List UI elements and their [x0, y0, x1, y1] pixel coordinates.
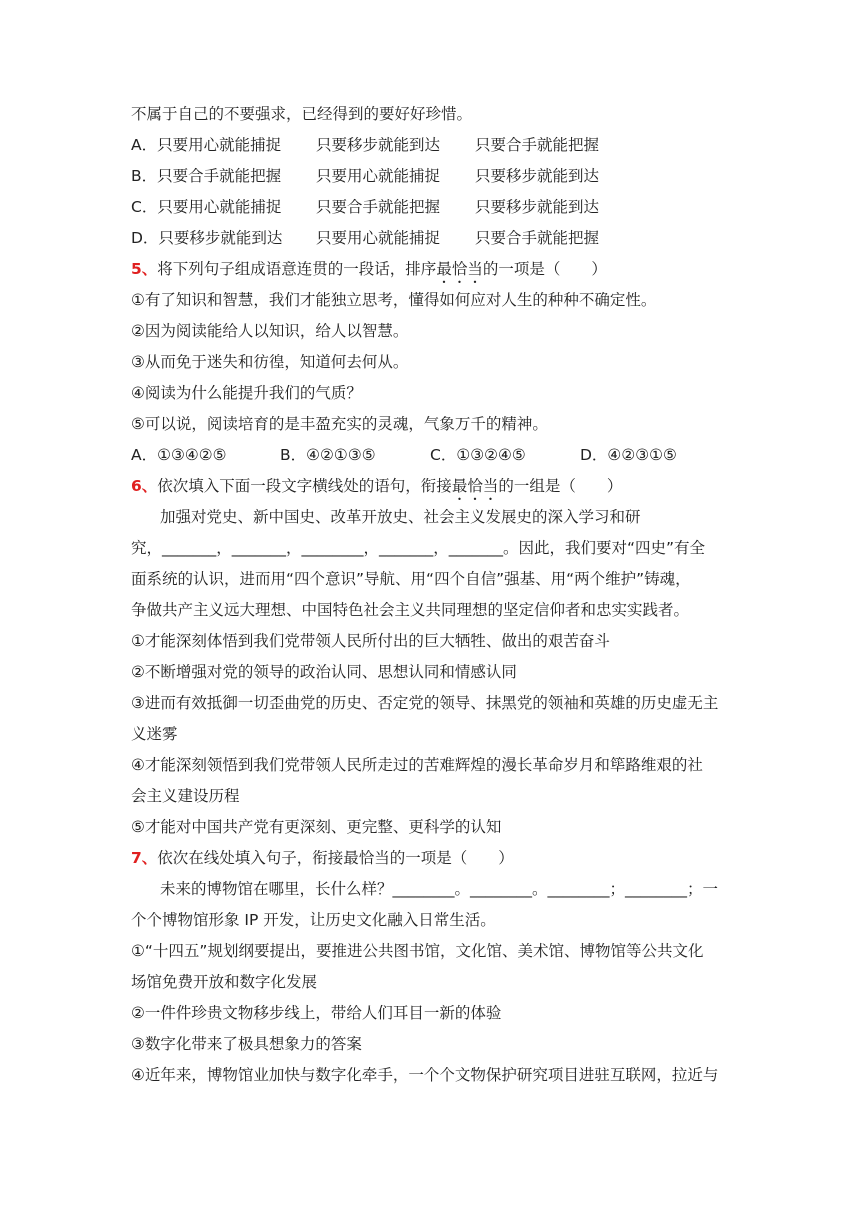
q4-option-d-1: D．只要移步就能到达	[131, 229, 283, 247]
q6-number: 6、	[131, 477, 158, 495]
q4-option-b-1: B．只要合手就能把握	[131, 167, 282, 185]
q4-option-b-2: 只要用心就能捕捉	[316, 167, 441, 185]
q6-stem-a: 依次填入下面一段文字横线处的语句，衔接	[157, 477, 452, 495]
q7-stem-text: 依次在线处填入句子，衔接最恰当的一项是（ ）	[157, 849, 514, 867]
q6-item-2: ②不断增强对党的领导的政治认同、思想认同和情感认同	[131, 663, 517, 681]
q5-item-4: ④阅读为什么能提升我们的气质？	[131, 384, 362, 402]
q5-option-a: A．①③④②⑤	[131, 446, 227, 464]
intro-line: 不属于自己的不要强求，已经得到的要好好珍惜。	[131, 105, 473, 123]
q5-item-5: ⑤可以说，阅读培育的是丰盈充实的灵魂，气象万千的精神。	[131, 415, 548, 433]
q5-option-b: B．④②①③⑤	[280, 446, 376, 464]
q7-passage-line-1: 未来的博物馆在哪里，长什么样？________。________。________；________；一	[160, 880, 719, 898]
q5-item-3: ③从而免于迷失和彷徨，知道何去何从。	[131, 353, 409, 371]
q4-option-c-1: C．只要用心就能捕捉	[131, 198, 282, 216]
q6-stem	[131, 476, 622, 504]
q6-item-1: ①才能深刻体悟到我们党带领人民所付出的巨大牺牲、做出的艰苦奋斗	[131, 632, 610, 650]
q7-stem	[131, 848, 514, 868]
q6-passage-line-2: 究，_______，_______，________，_______，_______。因此，我们要对“四史”有全	[131, 539, 706, 557]
q4-option-a-3: 只要合手就能把握	[475, 136, 600, 154]
q5-stem-c: 的一项是（ ）	[482, 260, 607, 278]
q7-item-3: ③数字化带来了极具想象力的答案	[131, 1035, 362, 1053]
q7-item-1-cont: 场馆免费开放和数字化发展	[131, 973, 318, 991]
q5-number: 5、	[131, 260, 158, 278]
q6-item-5: ⑤才能对中国共产党有更深刻、更完整、更科学的认知	[131, 818, 502, 836]
q6-item-3-cont: 义迷雾	[131, 725, 178, 743]
q6-item-4-cont: 会主义建设历程	[131, 787, 240, 805]
q6-stem-c: 的一组是（ ）	[498, 477, 623, 495]
q6-item-4: ④才能深刻领悟到我们党带领人民所走过的苦难辉煌的漫长革命岁月和筚路维艰的社	[131, 756, 703, 774]
q6-stem-emphasis: 最恰当	[451, 477, 499, 495]
q7-item-2: ②一件件珍贵文物移步线上，带给人们耳目一新的体验	[131, 1004, 502, 1022]
q5-option-c: C．①③②④⑤	[430, 446, 526, 464]
q7-item-1: ①“十四五”规划纲要提出，要推进公共图书馆，文化馆、美术馆、博物馆等公共文化	[131, 942, 704, 960]
q5-item-2: ②因为阅读能给人以知识，给人以智慧。	[131, 322, 409, 340]
q7-passage-line-2: 个个博物馆形象 IP 开发，让历史文化融入日常生活。	[131, 911, 496, 929]
q5-option-d: D．④②③①⑤	[580, 446, 677, 464]
q4-option-d-2: 只要用心就能捕捉	[316, 229, 441, 247]
q7-item-4: ④近年来，博物馆业加快与数字化牵手，一个个文物保护研究项目进驻互联网，拉近与	[131, 1066, 719, 1084]
q6-passage-line-4: 争做共产主义远大理想、中国特色社会主义共同理想的坚定信仰者和忠实实践者。	[131, 601, 690, 619]
q4-option-b-3: 只要移步就能到达	[475, 167, 600, 185]
q5-stem-emphasis: 最恰当	[436, 260, 483, 278]
q7-number: 7、	[131, 849, 158, 867]
q4-option-c-2: 只要合手就能把握	[316, 198, 441, 216]
q4-option-a-1: A．只要用心就能捕捉	[131, 136, 282, 154]
q6-passage-line-3: 面系统的认识，进而用“四个意识”导航、用“四个自信”强基、用“两个维护”铸魂，	[131, 570, 691, 588]
q5-stem	[131, 259, 607, 287]
q5-stem-a: 将下列句子组成语意连贯的一段话，排序	[157, 260, 437, 278]
q6-passage-line-1: 加强对党史、新中国史、改革开放史、社会主义发展史的深入学习和研	[160, 508, 641, 526]
q4-option-a-2: 只要移步就能到达	[316, 136, 441, 154]
q4-option-c-3: 只要移步就能到达	[475, 198, 600, 216]
q6-item-3: ③进而有效抵御一切歪曲党的历史、否定党的领导、抹黑党的领袖和英雄的历史虚无主	[131, 694, 719, 712]
q5-item-1: ①有了知识和智慧，我们才能独立思考，懂得如何应对人生的种种不确定性。	[131, 291, 657, 309]
q4-option-d-3: 只要合手就能把握	[475, 229, 600, 247]
